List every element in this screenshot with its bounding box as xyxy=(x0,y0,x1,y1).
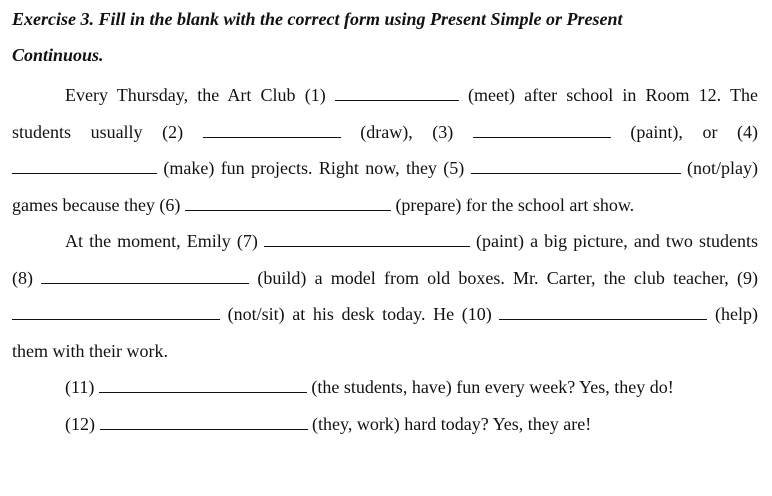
question-text: (they, work) hard today? Yes, they are! xyxy=(307,414,592,434)
paragraph1-text-7: (prepare) for the school art show. xyxy=(390,194,635,215)
paragraph1-text-6: (not/play) games because they (6) xyxy=(12,158,758,215)
paragraph2-text-1: At the moment, Emily (7) xyxy=(65,231,264,251)
paragraph2-text-4: (not/sit) at his desk today. He (10) xyxy=(220,304,500,324)
question-number: (12) xyxy=(65,414,100,434)
blank-9[interactable] xyxy=(12,305,220,320)
question-number: (11) xyxy=(65,377,99,397)
paragraph2-text-2: (paint) a big picture, and two students (8) xyxy=(12,231,759,288)
blank-4[interactable] xyxy=(12,159,157,174)
exercise-title-line1: Exercise 3. Fill in the blank with the correct form using Present Simple or Present xyxy=(12,9,623,29)
exercise-title-line2: Continuous. xyxy=(12,45,104,65)
question-text: (the students, have) fun every week? Yes, they do! xyxy=(306,377,674,397)
question-11 xyxy=(12,369,758,406)
question-12 xyxy=(12,406,758,443)
paragraph2-text-3: (build) a model from old boxes. Mr. Carter, the club teacher, (9) xyxy=(249,267,758,288)
blank-1[interactable] xyxy=(335,86,459,101)
paragraph2-text-5: (help) them with their work. xyxy=(12,304,758,361)
blank-3[interactable] xyxy=(473,123,611,138)
exercise-document xyxy=(12,0,758,443)
blank-2[interactable] xyxy=(203,123,341,138)
blank-12[interactable] xyxy=(100,415,308,430)
paragraph1-text-5: (make) fun projects. Right now, they (5) xyxy=(157,158,471,178)
blank-5[interactable] xyxy=(471,159,681,174)
blank-7[interactable] xyxy=(264,232,470,247)
paragraph1-text-4: (paint), or (4) xyxy=(610,121,758,142)
paragraph1-text-2: (meet) after school in Room 12. The students usually (2) xyxy=(12,85,758,142)
paragraph-emily xyxy=(12,223,758,369)
blank-10[interactable] xyxy=(499,305,707,320)
paragraph1-text-3: (draw), (3) xyxy=(340,121,473,142)
paragraph-art-club xyxy=(12,77,758,223)
exercise-title xyxy=(12,1,758,73)
paragraph1-text-1: Every Thursday, the Art Club (1) xyxy=(65,85,335,105)
blank-11[interactable] xyxy=(99,378,307,393)
blank-6[interactable] xyxy=(185,196,391,211)
blank-8[interactable] xyxy=(41,269,249,284)
